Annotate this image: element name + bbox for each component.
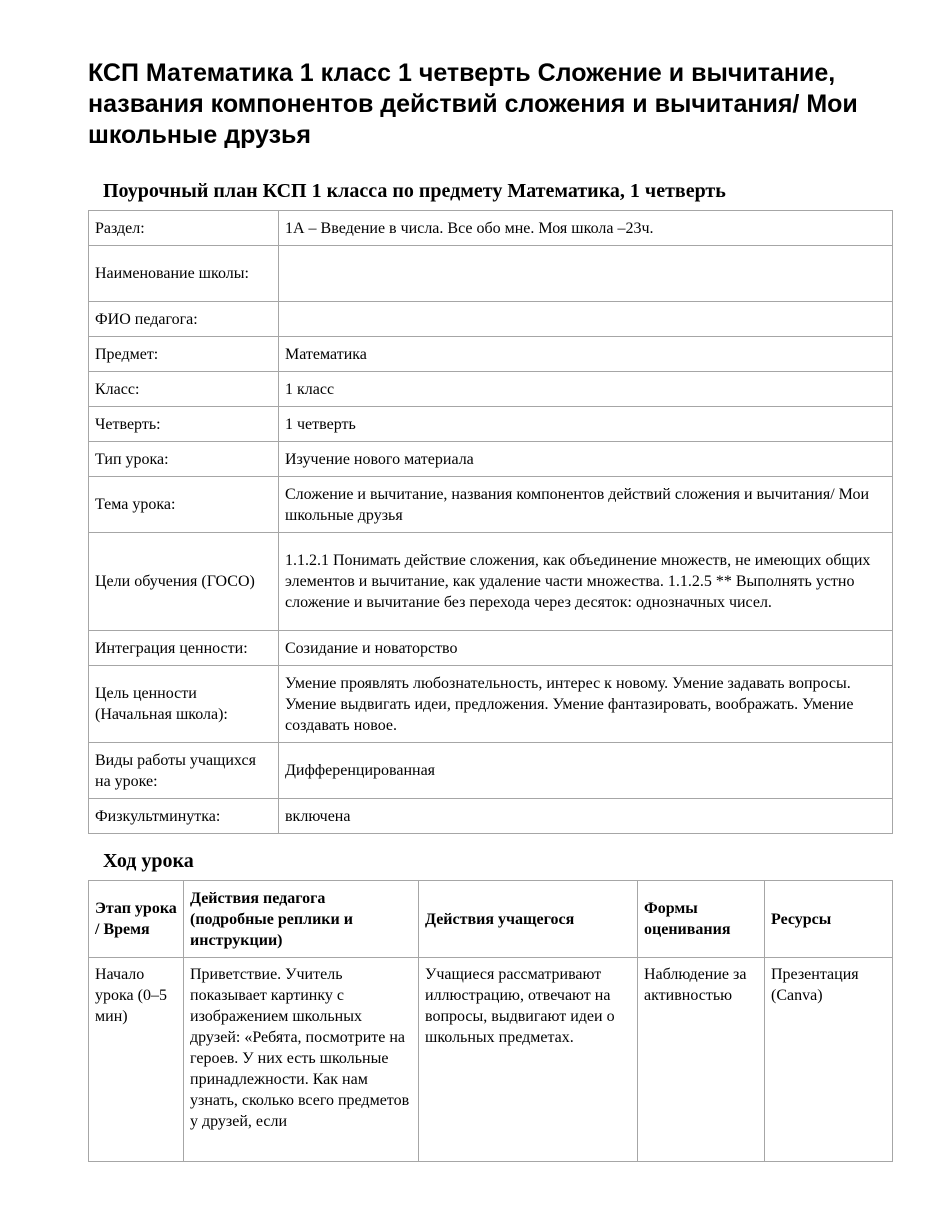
info-value: 1 четверть [279, 407, 893, 442]
info-value: Дифференцированная [279, 743, 893, 799]
info-row [89, 302, 893, 337]
info-value: 1 класс [279, 372, 893, 407]
info-key: Четверть: [89, 407, 279, 442]
assessment-cell: Наблюдение за активностью [638, 958, 765, 1162]
info-row [89, 743, 893, 799]
lesson-flow-table [88, 880, 893, 1162]
info-row [89, 337, 893, 372]
stage-cell: Начало урока (0–5 мин) [89, 958, 184, 1162]
info-key: Класс: [89, 372, 279, 407]
info-key: Раздел: [89, 211, 279, 246]
info-key: Виды работы учащихся на уроке: [89, 743, 279, 799]
info-row [89, 477, 893, 533]
page-title: КСП Математика 1 класс 1 четверть Сложение и вычитание, названия компонентов действий сложения и вычитания/ Мои школьные друзья [88, 59, 858, 149]
info-value: Созидание и новаторство [279, 631, 893, 666]
column-header-teacher-actions: Действия педагога (подробные реплики и инструкции) [184, 881, 419, 958]
info-row [89, 442, 893, 477]
info-row [89, 407, 893, 442]
info-key: Физкультминутка: [89, 799, 279, 834]
info-key: ФИО педагога: [89, 302, 279, 337]
column-header-assessment: Формы оценивания [638, 881, 765, 958]
info-row [89, 631, 893, 666]
info-key: Тип урока: [89, 442, 279, 477]
lesson-info-table [88, 210, 893, 834]
info-value: Изучение нового материала [279, 442, 893, 477]
table-row [89, 958, 893, 1162]
info-row [89, 666, 893, 743]
lesson-flow-heading: Ход урока [103, 850, 194, 872]
info-value: Сложение и вычитание, названия компонентов действий сложения и вычитания/ Мои школьные друзья [279, 477, 893, 533]
info-row [89, 211, 893, 246]
info-key: Цели обучения (ГОСО) [89, 533, 279, 631]
info-row [89, 533, 893, 631]
resources-cell: Презентация (Canva) [765, 958, 893, 1162]
info-value: 1А – Введение в числа. Все обо мне. Моя школа –23ч. [279, 211, 893, 246]
column-header-resources: Ресурсы [765, 881, 893, 958]
lesson-header-row [89, 881, 893, 958]
info-value: 1.1.2.1 Понимать действие сложения, как объединение множеств, не имеющих общих элементов и вычитание, как удаление части множества. 1.1.2.5 ** Выполнять устно сложение и вычитание без перехода через десяток: однозначных чисел. [279, 533, 893, 631]
info-key: Наименование школы: [89, 246, 279, 302]
plan-heading: Поурочный план КСП 1 класса по предмету Математика, 1 четверть [103, 180, 726, 202]
info-value: включена [279, 799, 893, 834]
column-header-stage: Этап урока / Время [89, 881, 184, 958]
student-actions-cell: Учащиеся рассматривают иллюстрацию, отвечают на вопросы, выдвигают идеи о школьных предметах. [419, 958, 638, 1162]
info-value [279, 246, 893, 302]
info-value: Математика [279, 337, 893, 372]
info-row [89, 799, 893, 834]
info-key: Интеграция ценности: [89, 631, 279, 666]
info-key: Цель ценности (Начальная школа): [89, 666, 279, 743]
column-header-student-actions: Действия учащегося [419, 881, 638, 958]
info-row [89, 246, 893, 302]
info-value [279, 302, 893, 337]
teacher-actions-cell: Приветствие. Учитель показывает картинку с изображением школьных друзей: «Ребята, посмотрите на героев. У них есть школьные принадлежности. Как нам узнать, сколько всего предметов у друзей, если [184, 958, 419, 1162]
info-value: Умение проявлять любознательность, интерес к новому. Умение задавать вопросы. Умение выдвигать идеи, предложения. Умение фантазировать, воображать. Умение создавать новое. [279, 666, 893, 743]
info-key: Предмет: [89, 337, 279, 372]
info-key: Тема урока: [89, 477, 279, 533]
info-row [89, 372, 893, 407]
